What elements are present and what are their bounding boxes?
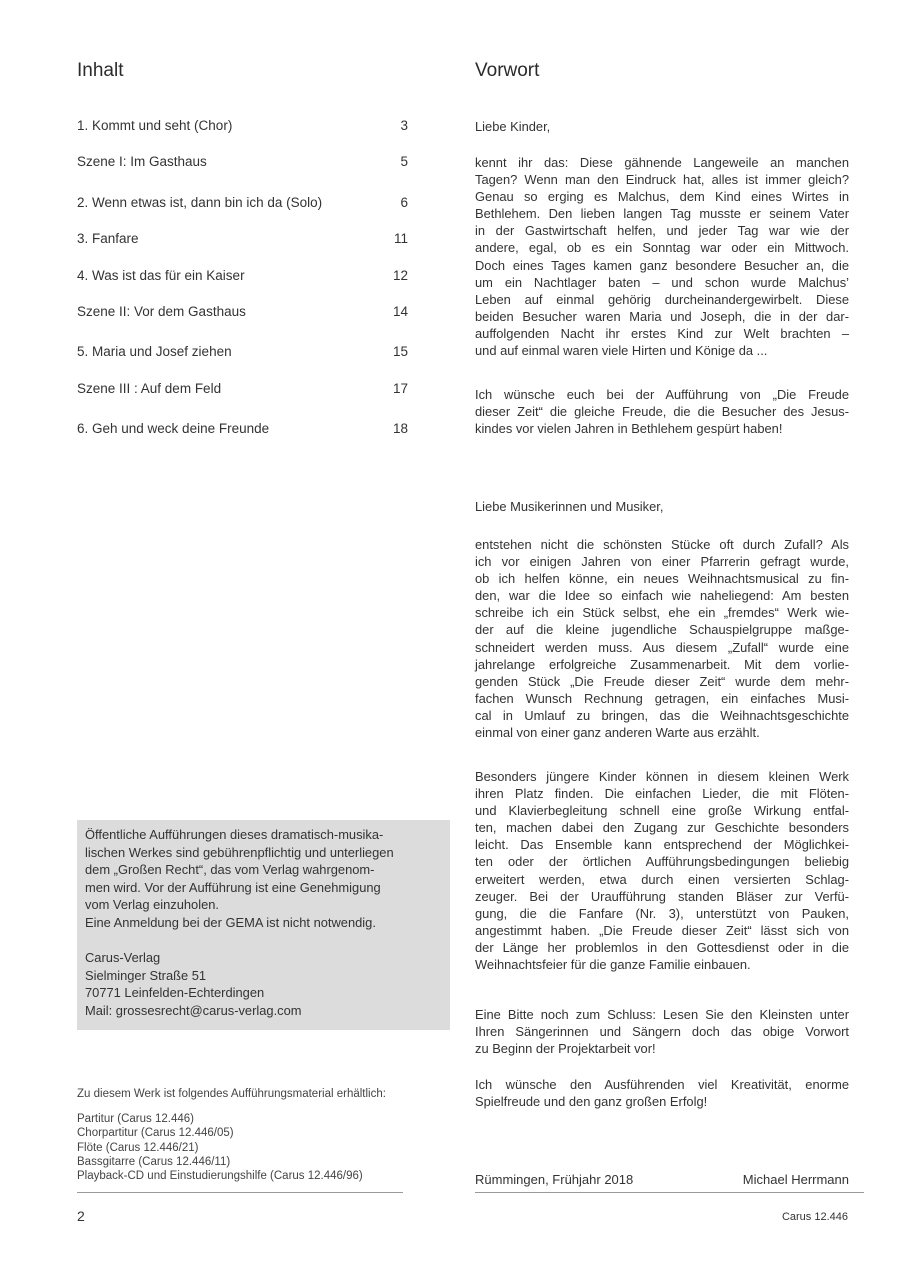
notice-line: dem „Großen Recht“, das vom Verlag wahrgenom- [85,862,375,878]
publisher-city: 70771 Leinfelden-Echterdingen [85,985,265,1001]
toc-entry-title: Szene II: Vor dem Gasthaus [77,304,246,319]
footer-divider [77,1192,403,1193]
materials-list [77,1112,363,1183]
foreword-paragraph-6 [475,1076,849,1110]
foreword-paragraph-1 [475,154,849,359]
paragraph-line: andere, egal, ob es ein Sonntag war oder ein Mittwoch. [475,240,849,256]
toc-heading: Inhalt [77,60,124,81]
materials-item: Playback-CD und Einstudierungshilfe (Carus 12.446/96) [77,1170,363,1183]
toc-entry-title: 4. Was ist das für ein Kaiser [77,268,245,283]
toc-entry-page: 15 [392,344,408,359]
toc-entry-title: 5. Maria und Josef ziehen [77,344,232,359]
author-name: Michael Herrmann [742,1172,849,1187]
paragraph-line: ob ich helfen könne, ein neues Weihnachtsmusical zu fin- [475,571,849,587]
toc-entry-page: 18 [392,421,408,436]
paragraph-line: genden Stück „Die Freude dieser Zeit“ wurde dem mehr- [475,673,849,689]
paragraph-line: um ein Nachtlager baten – und schon wurde Malchus’ [475,274,849,290]
paragraph-line: fachen Wunsch Rechnung getragen, ein einfaches Musi- [475,690,849,706]
notice-line: Öffentliche Aufführungen dieses dramatisch-musika- [85,827,384,842]
footer-divider [475,1192,864,1193]
performance-rights-notice [77,820,450,1030]
notice-line: lischen Werkes sind gebührenpflichtig und unterliegen [85,844,394,860]
toc-entry-title: 2. Wenn etwas ist, dann bin ich da (Solo) [77,195,323,210]
paragraph-line: ten, machen dabei den Zugang zur Geschichte besonders [475,820,849,836]
paragraph-line: Tagen? Wenn man den Eindruck hat, alles ist immer gleich? [475,172,849,188]
notice-line: men wird. Vor der Aufführung ist eine Genehmigung [85,879,381,895]
toc-entry-page: 11 [393,231,408,246]
toc-entry [77,231,408,251]
paragraph-line: ten oder der örtlichen Aufführungsbedingungen beliebig [475,854,849,870]
paragraph-line: schreibe ich ein Stück selbst, ehe ein „fremdes“ Werk wie- [475,605,849,621]
materials-intro: Zu diesem Werk ist folgendes Aufführungsmaterial erhältlich: [77,1088,386,1100]
toc-entry-title: 6. Geh und weck deine Freunde [77,421,270,436]
greeting-musicians: Liebe Musikerinnen und Musiker, [475,499,664,514]
foreword-paragraph-2 [475,386,849,437]
paragraph-line: kennt ihr das: Diese gähnende Langeweile an manchen [475,155,849,170]
paragraph-line: dieser Zeit“ die gleiche Freude, die die Besucher des Jesus- [475,404,849,420]
paragraph-line: ihren Platz finden. Die einfachen Lieder, die mit Flöten- [475,786,849,802]
greeting-children: Liebe Kinder, [475,119,551,134]
toc-entry [77,118,408,138]
paragraph-line: Ihren Sängerinnen und Sängern doch das obige Vorwort [475,1024,849,1040]
toc-entry-page: 5 [400,154,408,169]
toc-entry [77,304,408,324]
paragraph-line: Ich wünsche euch bei der Aufführung von „Die Freude [475,387,849,402]
paragraph-line: und auf einmal waren viele Hirten und Könige da ... [475,343,768,359]
toc-entry-title: 1. Kommt und seht (Chor) [77,118,233,133]
page-number: 2 [77,1208,85,1224]
paragraph-line: den, war die Idee so einfach wie naheliegend: Am besten [475,588,849,604]
toc-entry-page: 12 [392,268,408,283]
materials-item: Flöte (Carus 12.446/21) [77,1141,199,1154]
paragraph-line: Eine Bitte noch zum Schluss: Lesen Sie den Kleinsten unter [475,1007,849,1022]
paragraph-line: ich vor einigen Jahren von einer Pfarrerin gefragt wurde, [475,554,849,570]
foreword-paragraph-5 [475,1006,849,1057]
toc-entry-title: Szene III : Auf dem Feld [77,381,222,396]
paragraph-line: der auf die kleine jugendliche Schauspielgruppe maßge- [475,622,849,638]
paragraph-line: erweitert werden, etwa durch einen versierten Schlag- [475,871,849,887]
toc-entry-title: 3. Fanfare [77,231,139,246]
paragraph-line: auffolgenden Nacht ihr erstes Kind zur Welt brachten – [475,325,849,341]
paragraph-line: Weihnachtsfeier für die ganze Familie einbauen. [475,957,751,973]
paragraph-line: in der Gastwirtschaft helfen, und jeder Tag war wie der [475,223,849,239]
toc-entry-page: 6 [400,195,408,210]
toc-entry [77,344,408,364]
paragraph-line: zu Beginn der Projektarbeit vor! [475,1041,656,1057]
paragraph-line: zeuger. Bei der Uraufführung standen Bläser zur Verfü- [475,888,849,904]
catalog-number: Carus 12.446 [781,1211,848,1223]
paragraph-line: schneidert werden muss. Aus diesem „Zufall“ wurde eine [475,639,849,655]
paragraph-line: Leben auf einmal gehörig durcheinandergewirbelt. Diese [475,291,849,307]
paragraph-line: kindes vor vielen Jahren in Bethlehem gespürt haben! [475,421,783,437]
toc-entry [77,154,408,174]
paragraph-line: und Klavierbegleitung schnell eine große Wirkung entfal- [475,803,849,819]
paragraph-line: Bethlehem. Den lieben langen Tag musste er seinem Vater [475,206,849,222]
materials-item: Chorpartitur (Carus 12.446/05) [77,1127,234,1140]
paragraph-line: Ich wünsche den Ausführenden viel Kreativität, enorme [475,1077,849,1092]
paragraph-line: Doch eines Tages kamen ganz besondere Besucher an, die [475,257,849,273]
paragraph-line: leicht. Das Ensemble kann entsprechend der Möglichkei- [475,837,849,853]
foreword-paragraph-3 [475,536,849,741]
paragraph-line: angestimmt haben. „Die Freude dieser Zeit“ lässt sich von [475,922,849,938]
paragraph-line: gung, die die Fanfare (Nr. 3), unterstützt von Pauken, [475,905,849,921]
publisher-street: Sielminger Straße 51 [85,967,207,983]
paragraph-line: cal in Umlauf zu bringen, das die Weihnachtsgeschichte [475,707,849,723]
toc-entry [77,195,408,215]
materials-item: Partitur (Carus 12.446) [77,1113,194,1125]
toc-entry-page: 14 [392,304,408,319]
toc-entry [77,268,408,288]
paragraph-line: Genau so erging es Malchus, dem Kind eines Wirtes in [475,189,849,205]
place-date: Rümmingen, Frühjahr 2018 [475,1172,634,1187]
toc-entry-title: Szene I: Im Gasthaus [77,154,207,169]
toc-entry-page: 3 [400,118,408,133]
publisher-name: Carus-Verlag [85,950,161,966]
paragraph-line: der Länge her problemlos in den Gottesdienst oder in die [475,939,849,955]
paragraph-line: Besonders jüngere Kinder können in diesem kleinen Werk [475,769,849,784]
paragraph-line: einmal von einer ganz anderen Warte aus erzählt. [475,725,760,741]
publisher-mail: Mail: grossesrecht@carus-verlag.com [85,1002,302,1018]
notice-line: Eine Anmeldung bei der GEMA ist nicht notwendig. [85,914,376,930]
toc-entry [77,421,408,441]
materials-item: Bassgitarre (Carus 12.446/11) [77,1155,231,1168]
toc-entry-page: 17 [392,381,408,396]
paragraph-line: jahrelange erfolgreiche Zusammenarbeit. Mit dem vorlie- [475,656,849,672]
paragraph-line: beiden Besucher waren Maria und Joseph, die in der dar- [475,308,849,324]
foreword-paragraph-4 [475,768,849,973]
paragraph-line: Spielfreude und den ganz großen Erfolg! [475,1094,708,1110]
foreword-heading: Vorwort [475,60,540,81]
notice-line: vom Verlag einzuholen. [85,897,220,913]
toc-entry [77,381,408,401]
paragraph-line: entstehen nicht die schönsten Stücke oft durch Zufall? Als [475,537,849,552]
